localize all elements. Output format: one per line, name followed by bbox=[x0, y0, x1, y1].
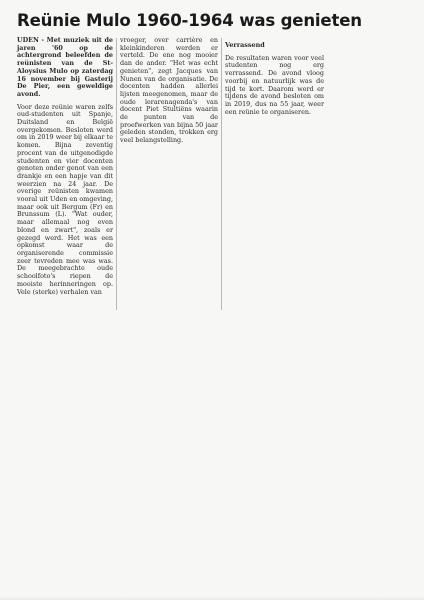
article-column-2 bbox=[120, 37, 218, 150]
page-edge bbox=[0, 596, 424, 600]
article-column-3 bbox=[225, 37, 324, 121]
article-headline: Reünie Mulo 1960-1964 was genieten bbox=[17, 11, 362, 30]
article-closing: De resultaten waren voor veel studenten nog erg verrassend. De avond vloog voorbij en natuurlijk was de tijd te kort. Daarom werd er tijdens de avond besloten om in 2019, dus na 55 jaar, weer een reünie te organiseren. bbox=[225, 53, 324, 116]
column-divider bbox=[116, 38, 117, 310]
article-column-1 bbox=[17, 37, 113, 301]
article-lead: UDEN - Met muziek uit de jaren '60 op de achtergrond beleefden de reünisten van de St-Aloysius Mulo op zaterdag 16 november bij Gasterij De Pier, een geweldige avond. bbox=[17, 36, 113, 98]
article-subhead: Verrassend bbox=[225, 41, 265, 49]
newspaper-clipping bbox=[12, 8, 362, 308]
column-divider bbox=[221, 38, 222, 310]
article-body-continued: vroeger, over carrière en kleinkinderen werden er verteld. De ene nog mooier dan de ander. "Het was echt genieten", zegt Jacques van Nunen van de organisatie. De docenten hadden allerlei lijsten meegenomen, maar de oude lerarenagenda's van docent Piet Stultiëns waarin de punten van de proefwerken van bijna 50 jaar geleden stonden, trokken erg veel belangstelling. bbox=[120, 36, 218, 145]
article-body: Voor deze reünie waren zelfs oud-studenten uit Spanje, Duitsland en België overgekomen. Besloten werd om in 2019 weer bij elkaar te komen. Bijna zeventig procent van de uitgenodigde studenten en vier docenten genoten onder genot van een drankje en een hapje van dit weerzien na 24 jaar. De overige reünisten kwamen vooral uit Uden en omgeving, maar ook uit Bergum (Fr) en Brunssum (L). "Wat ouder, maar allemaal nog even blond en zwart", zoals er gezegd werd. Het was een opkomst waar de organiserende commissie zeer tevreden mee was was. De meegebrachte oude schoolfoto's riepen de mooiste herinneringen op. Vele (sterke) verhalen van bbox=[17, 102, 114, 296]
